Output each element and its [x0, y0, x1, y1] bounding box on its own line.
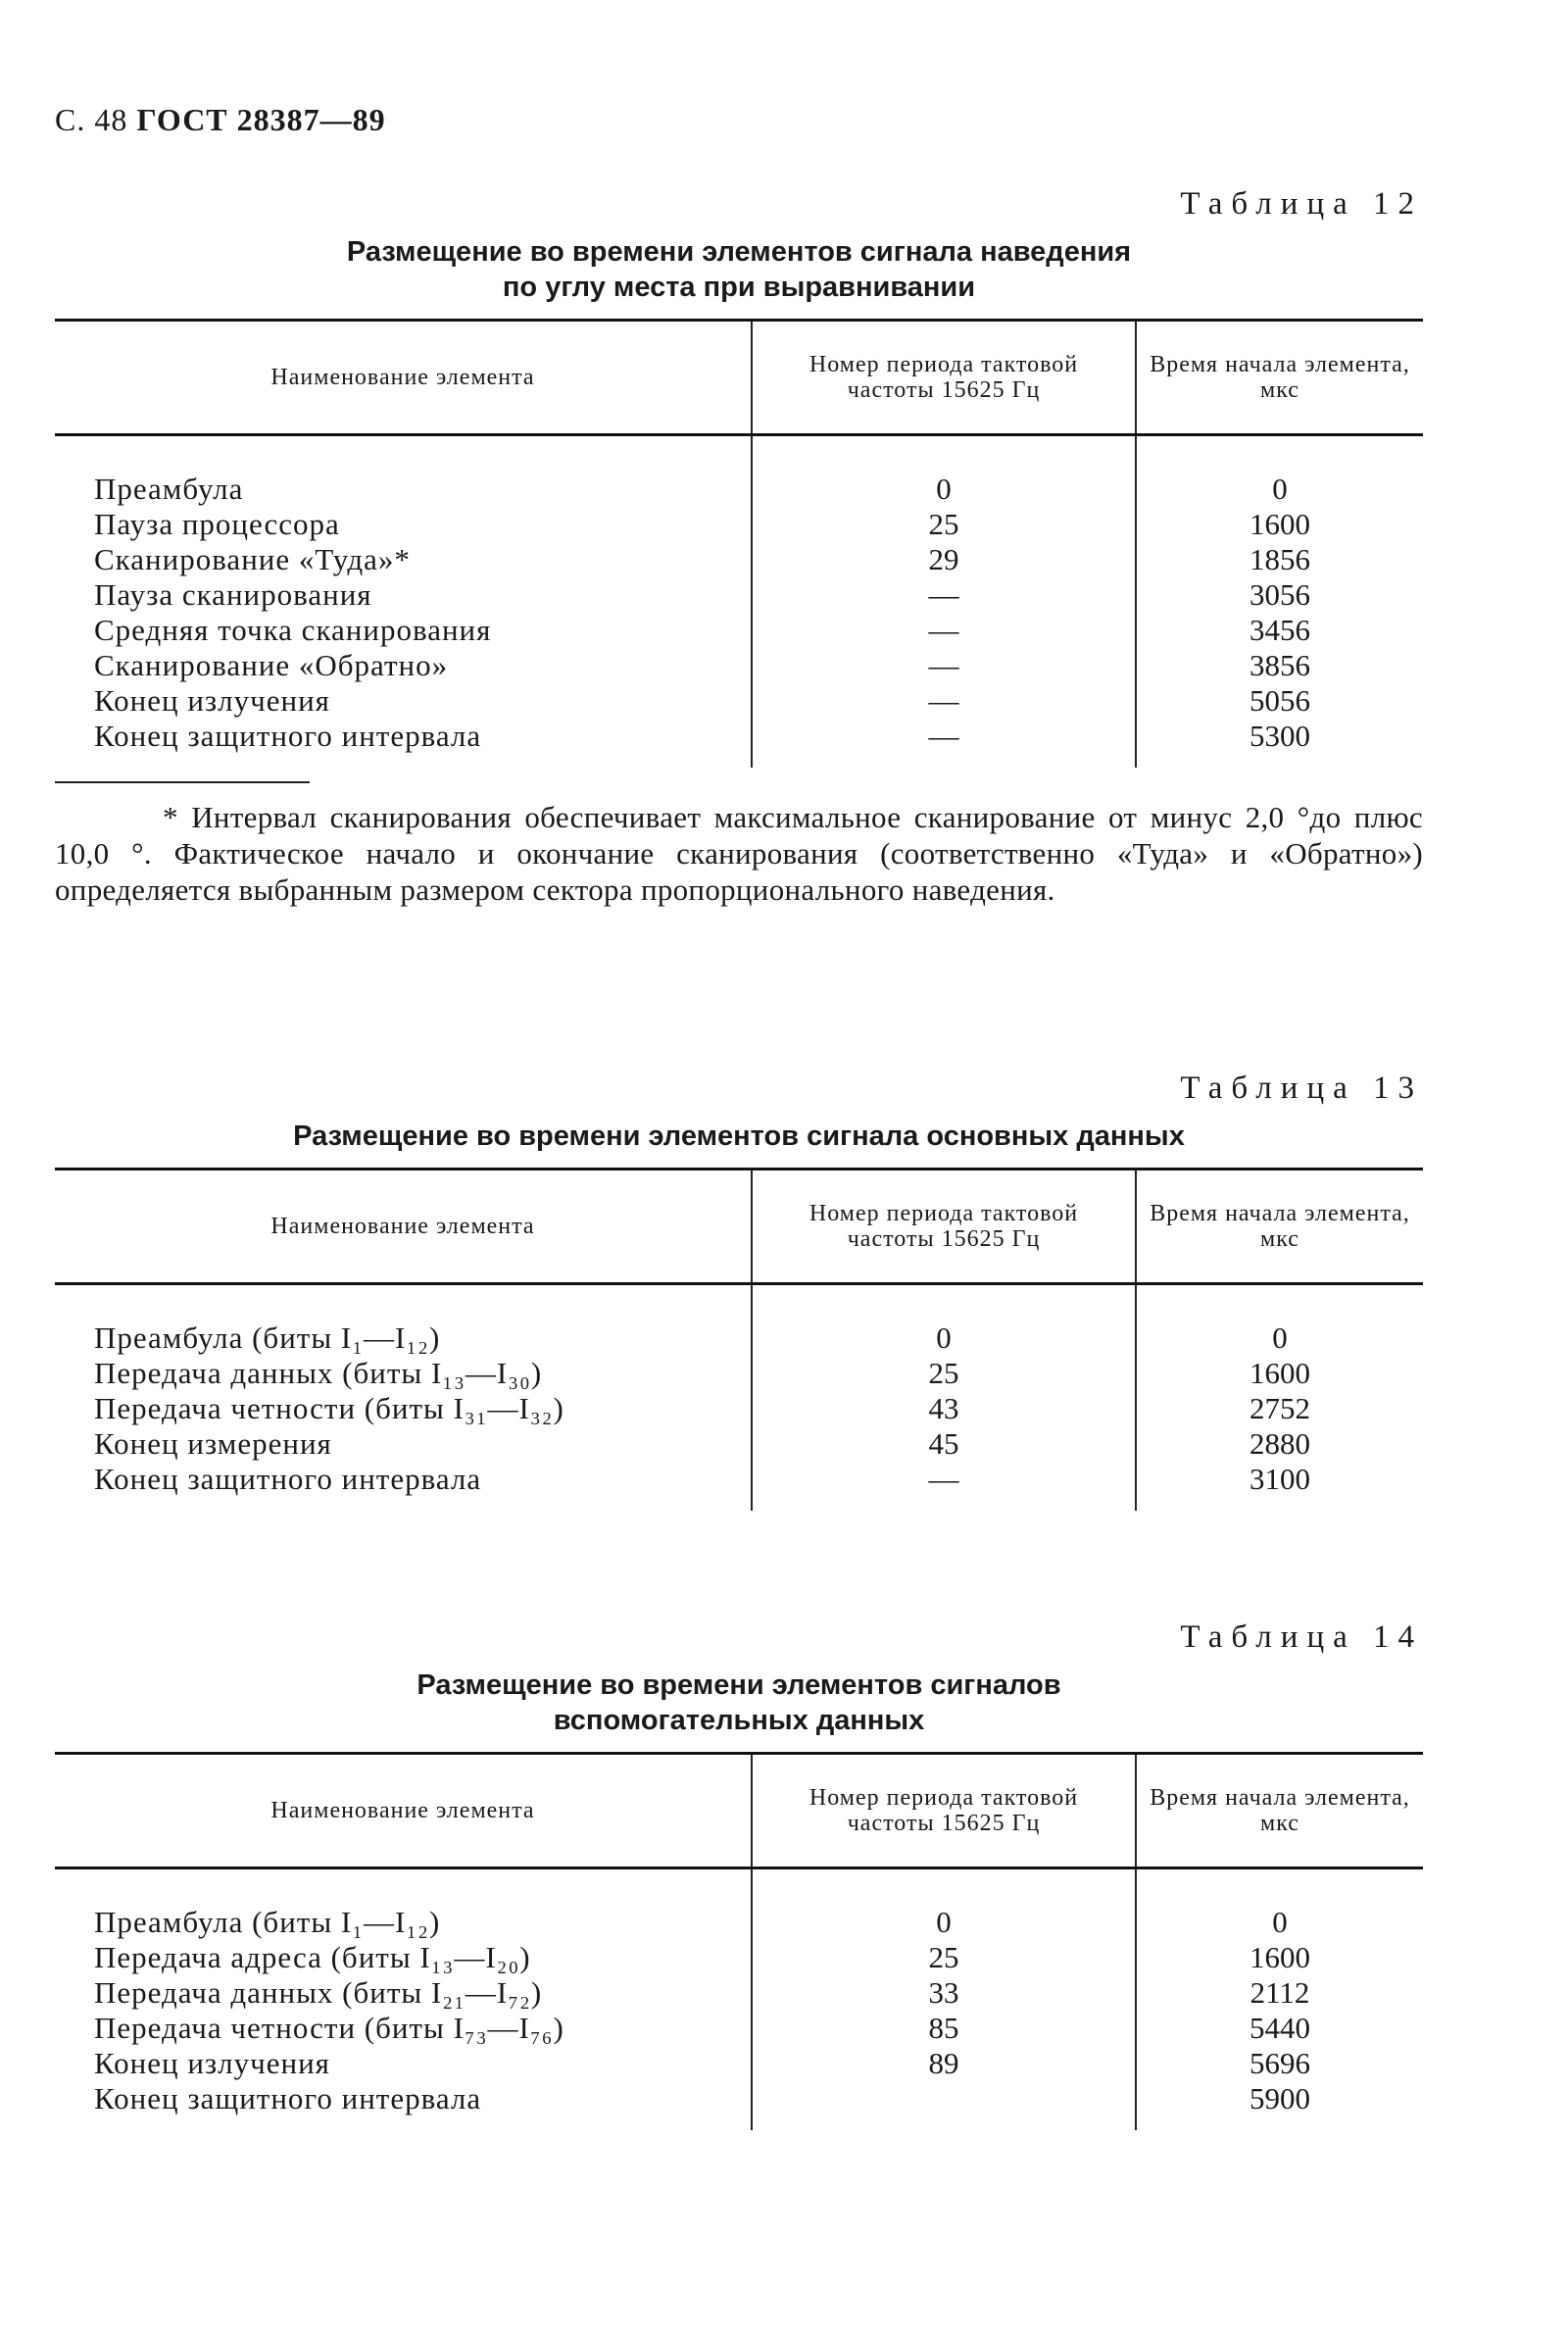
- element-name-cell: Средняя точка сканирования: [94, 613, 492, 647]
- column-header-period: Номер периода тактовой частоты 15625 Гц: [752, 1754, 1136, 1868]
- period-number-cell: —: [752, 1462, 1136, 1497]
- spacer-cell: [55, 1868, 752, 1906]
- table-row: [55, 719, 1423, 754]
- table-13-title: [55, 1119, 1423, 1154]
- table-14: [55, 1752, 1423, 2130]
- table-header-row: [55, 321, 1423, 435]
- spacer-cell: [1136, 1497, 1423, 1511]
- start-time-cell: 5900: [1136, 2081, 1423, 2116]
- table-12: [55, 319, 1423, 768]
- table-13: [55, 1168, 1423, 1511]
- element-name-cell: Пауза сканирования: [94, 577, 372, 612]
- start-time-cell: 3056: [1136, 577, 1423, 613]
- start-time-cell: 3456: [1136, 613, 1423, 648]
- element-name-cell: Передача четности (биты I₃₁—I₃₂): [94, 1391, 564, 1425]
- start-time-cell: 5056: [1136, 683, 1423, 719]
- element-name-cell: Передача данных (биты I₁₃—I₃₀): [94, 1356, 543, 1390]
- element-name-cell: Преамбула (биты I₁—I₁₂): [94, 1320, 441, 1355]
- spacer-cell: [55, 2116, 752, 2130]
- table-12-title: [55, 234, 1423, 305]
- period-number-cell: 0: [752, 1320, 1136, 1356]
- table-12-number: Таблица 12: [1180, 186, 1423, 222]
- table-row: [55, 2046, 1423, 2081]
- element-name-cell: Передача адреса (биты I₁₃—I₂₀): [94, 1940, 531, 1974]
- column-header-time: Время начала элемента, мкс: [1136, 1170, 1423, 1284]
- table-row: [55, 472, 1423, 507]
- table-row: [55, 613, 1423, 648]
- element-name-cell: Конец защитного интервала: [94, 1462, 482, 1496]
- table-spacer-row: [55, 1497, 1423, 1511]
- element-name-cell: Конец защитного интервала: [94, 719, 482, 753]
- start-time-cell: 2752: [1136, 1391, 1423, 1426]
- period-number-cell: 33: [752, 1975, 1136, 2011]
- table-12-body: [55, 435, 1423, 769]
- period-number-cell: 25: [752, 1940, 1136, 1975]
- table-row: [55, 1426, 1423, 1462]
- table-14-body: [55, 1868, 1423, 2131]
- column-header-name: Наименование элемента: [55, 1754, 752, 1868]
- table-row: [55, 683, 1423, 719]
- table-12-footnote: * Интервал сканирования обеспечивает максимальное сканирование от минус 2,0 °до плюс 10,0 °. Фактическое начало и окончание сканирования (соответственно «Туда» и «Обратно») определяется выбранным размером сектора пропорционального наведения.: [55, 800, 1423, 907]
- table-13-number: Таблица 13: [1180, 1070, 1423, 1106]
- table-row: [55, 542, 1423, 577]
- table-spacer-row: [55, 2116, 1423, 2130]
- column-header-name: Наименование элемента: [55, 321, 752, 435]
- table-12-title-line-1: Размещение во времени элементов сигнала наведения: [346, 236, 1132, 268]
- table-14-title-line-1: Размещение во времени элементов сигналов: [416, 1669, 1061, 1701]
- table-14-number: Таблица 14: [1180, 1619, 1423, 1655]
- spacer-cell: [752, 1868, 1136, 1906]
- column-header-name: Наименование элемента: [55, 1170, 752, 1284]
- start-time-cell: 3856: [1136, 648, 1423, 683]
- period-number-cell: [752, 2081, 1136, 2116]
- table-spacer-row: [55, 754, 1423, 768]
- spacer-cell: [1136, 1868, 1423, 1906]
- element-name-cell: Конец излучения: [94, 2046, 330, 2080]
- spacer-cell: [1136, 435, 1423, 473]
- period-number-cell: —: [752, 613, 1136, 648]
- table-header-row: [55, 1754, 1423, 1868]
- footnote-divider: [55, 781, 310, 783]
- spacer-cell: [55, 1284, 752, 1321]
- start-time-cell: 1600: [1136, 1356, 1423, 1391]
- start-time-cell: 1856: [1136, 542, 1423, 577]
- table-14-title: [55, 1668, 1423, 1738]
- column-header-time: Время начала элемента, мкс: [1136, 1754, 1423, 1868]
- column-header-time: Время начала элемента, мкс: [1136, 321, 1423, 435]
- element-name-cell: Конец измерения: [94, 1426, 332, 1461]
- page-number: С. 48: [55, 102, 128, 137]
- element-name-cell: Сканирование «Туда»*: [94, 542, 411, 576]
- table-14-block: [55, 1619, 1423, 2130]
- table-13-body: [55, 1284, 1423, 1512]
- period-number-cell: 25: [752, 1356, 1136, 1391]
- table-row: [55, 1940, 1423, 1975]
- standard-code: ГОСТ 28387—89: [136, 102, 386, 137]
- table-row: [55, 648, 1423, 683]
- element-name-cell: Преамбула (биты I₁—I₁₂): [94, 1905, 441, 1939]
- table-spacer-row: [55, 1284, 1423, 1321]
- page-header: [55, 102, 386, 138]
- spacer-cell: [1136, 1284, 1423, 1321]
- element-name-cell: Передача данных (биты I₂₁—I₇₂): [94, 1975, 543, 2010]
- spacer-cell: [752, 1497, 1136, 1511]
- period-number-cell: —: [752, 577, 1136, 613]
- start-time-cell: 5440: [1136, 2011, 1423, 2046]
- column-header-period: Номер периода тактовой частоты 15625 Гц: [752, 321, 1136, 435]
- period-number-cell: 89: [752, 2046, 1136, 2081]
- table-spacer-row: [55, 435, 1423, 473]
- table-row: [55, 1391, 1423, 1426]
- spacer-cell: [1136, 2116, 1423, 2130]
- table-header-row: [55, 1170, 1423, 1284]
- spacer-cell: [55, 435, 752, 473]
- start-time-cell: 5300: [1136, 719, 1423, 754]
- period-number-cell: 45: [752, 1426, 1136, 1462]
- period-number-cell: —: [752, 648, 1136, 683]
- spacer-cell: [752, 435, 1136, 473]
- spacer-cell: [752, 2116, 1136, 2130]
- element-name-cell: Сканирование «Обратно»: [94, 648, 449, 682]
- start-time-cell: 2112: [1136, 1975, 1423, 2011]
- table-12-block: [55, 186, 1423, 908]
- table-13-block: [55, 1070, 1423, 1511]
- element-name-cell: Передача четности (биты I₇₃—I₇₆): [94, 2011, 564, 2045]
- table-14-title-line-2: вспомогательных данных: [553, 1705, 925, 1736]
- spacer-cell: [1136, 754, 1423, 768]
- table-row: [55, 577, 1423, 613]
- table-12-title-line-2: по углу места при выравнивании: [502, 272, 976, 303]
- start-time-cell: 1600: [1136, 1940, 1423, 1975]
- start-time-cell: 1600: [1136, 507, 1423, 542]
- period-number-cell: 43: [752, 1391, 1136, 1426]
- spacer-cell: [752, 754, 1136, 768]
- table-row: [55, 1462, 1423, 1497]
- element-name-cell: Преамбула: [94, 472, 244, 506]
- spacer-cell: [55, 1497, 752, 1511]
- element-name-cell: Конец излучения: [94, 683, 330, 718]
- table-spacer-row: [55, 1868, 1423, 1906]
- start-time-cell: 0: [1136, 472, 1423, 507]
- start-time-cell: 0: [1136, 1905, 1423, 1940]
- start-time-cell: 5696: [1136, 2046, 1423, 2081]
- column-header-period: Номер периода тактовой частоты 15625 Гц: [752, 1170, 1136, 1284]
- table-row: [55, 2081, 1423, 2116]
- period-number-cell: 0: [752, 1905, 1136, 1940]
- table-row: [55, 1356, 1423, 1391]
- table-13-title-line-1: Размещение во времени элементов сигнала основных данных: [293, 1120, 1185, 1152]
- spacer-cell: [752, 1284, 1136, 1321]
- period-number-cell: —: [752, 683, 1136, 719]
- table-row: [55, 1905, 1423, 1940]
- start-time-cell: 2880: [1136, 1426, 1423, 1462]
- period-number-cell: 85: [752, 2011, 1136, 2046]
- start-time-cell: 0: [1136, 1320, 1423, 1356]
- table-row: [55, 2011, 1423, 2046]
- table-row: [55, 507, 1423, 542]
- period-number-cell: —: [752, 719, 1136, 754]
- element-name-cell: Пауза процессора: [94, 507, 340, 541]
- start-time-cell: 3100: [1136, 1462, 1423, 1497]
- spacer-cell: [55, 754, 752, 768]
- period-number-cell: 29: [752, 542, 1136, 577]
- element-name-cell: Конец защитного интервала: [94, 2081, 482, 2116]
- period-number-cell: 25: [752, 507, 1136, 542]
- table-row: [55, 1975, 1423, 2011]
- period-number-cell: 0: [752, 472, 1136, 507]
- table-row: [55, 1320, 1423, 1356]
